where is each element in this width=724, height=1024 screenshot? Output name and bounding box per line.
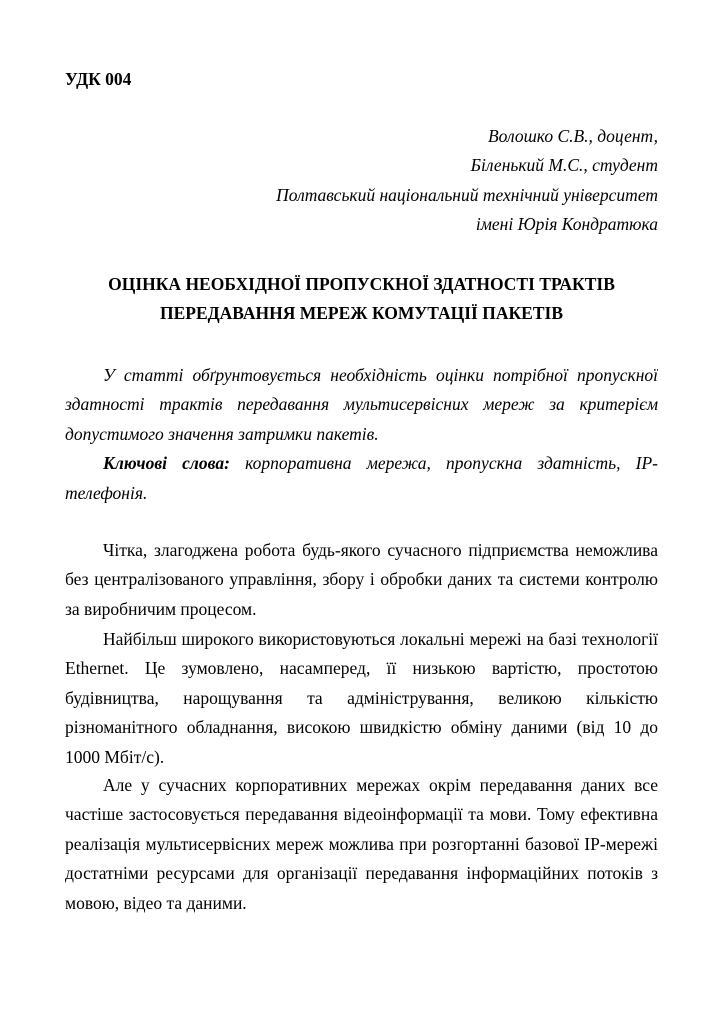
body-line: Але у сучасних корпоративних мережах окрім передавання даних все (103, 775, 658, 795)
article-title (65, 270, 658, 329)
body-line: достатніми ресурсами для організації передавання інформаційних потоків з (65, 863, 658, 884)
keywords-line (65, 449, 658, 478)
body-paragraph-1 (65, 536, 658, 624)
abstract-line: У статті обґрунтовується необхідність оцінки потрібної пропускної (103, 365, 658, 385)
title-line: ОЦІНКА НЕОБХІДНОЇ ПРОПУСКНОЇ ЗДАТНОСТІ ТРАКТІВ (108, 274, 615, 294)
body-line: реалізація мультисервісних мереж можлива при розгортанні базової IP-мережі (65, 833, 658, 854)
udc-text: УДК 004 (65, 69, 132, 89)
body-line: частіше застосовується передавання відеоінформації та мови. Тому ефективна (65, 804, 658, 825)
title-line: ПЕРЕДАВАННЯ МЕРЕЖ КОМУТАЦІЇ ПАКЕТІВ (159, 303, 564, 324)
body-line: Чітка, злагоджена робота будь-якого сучасного підприємства неможлива (103, 540, 658, 560)
affiliation: Полтавський національний технічний університет (276, 184, 658, 205)
body-line: мовою, відео та даними. (65, 892, 247, 913)
body-paragraph-2 (65, 625, 658, 772)
keywords-line: телефонія. (65, 482, 148, 503)
body-line: Найбільш широкого використовуються локальні мережі на базі технології (103, 629, 658, 649)
author-2: Біленький М.С., студент (470, 155, 658, 176)
body-line: без централізованого управління, збору і обробки даних та системи контролю (65, 569, 658, 590)
body-line: Ethernet. Це зумовлено, насамперед, її низькою вартістю, простотою (65, 658, 658, 679)
body-line: 1000 Мбіт/с). (65, 746, 165, 767)
abstract-line: здатності трактів передавання мультисервісних мереж за критерієм (65, 394, 658, 415)
abstract-line: допустимого значення затримки пакетів. (65, 423, 379, 444)
abstract (65, 361, 658, 508)
keywords-text: корпоративна мережа, пропускна здатність, IP- (229, 453, 658, 474)
keywords-label: Ключові слова: (103, 453, 230, 474)
author-block (65, 122, 658, 240)
body-line: будівництва, нарощування та адміністрування, великою кількістю (65, 687, 658, 708)
body-paragraph-3 (65, 771, 658, 918)
author-1: Волошко С.В., доцент, (487, 126, 658, 146)
udc-code (65, 65, 658, 94)
body-line: різноманітного обладнання, високою швидкістю обміну даними (від 10 до (65, 717, 658, 738)
body-line: за виробничим процесом. (65, 598, 257, 619)
affiliation-name: імені Юрія Кондратюка (475, 214, 658, 235)
